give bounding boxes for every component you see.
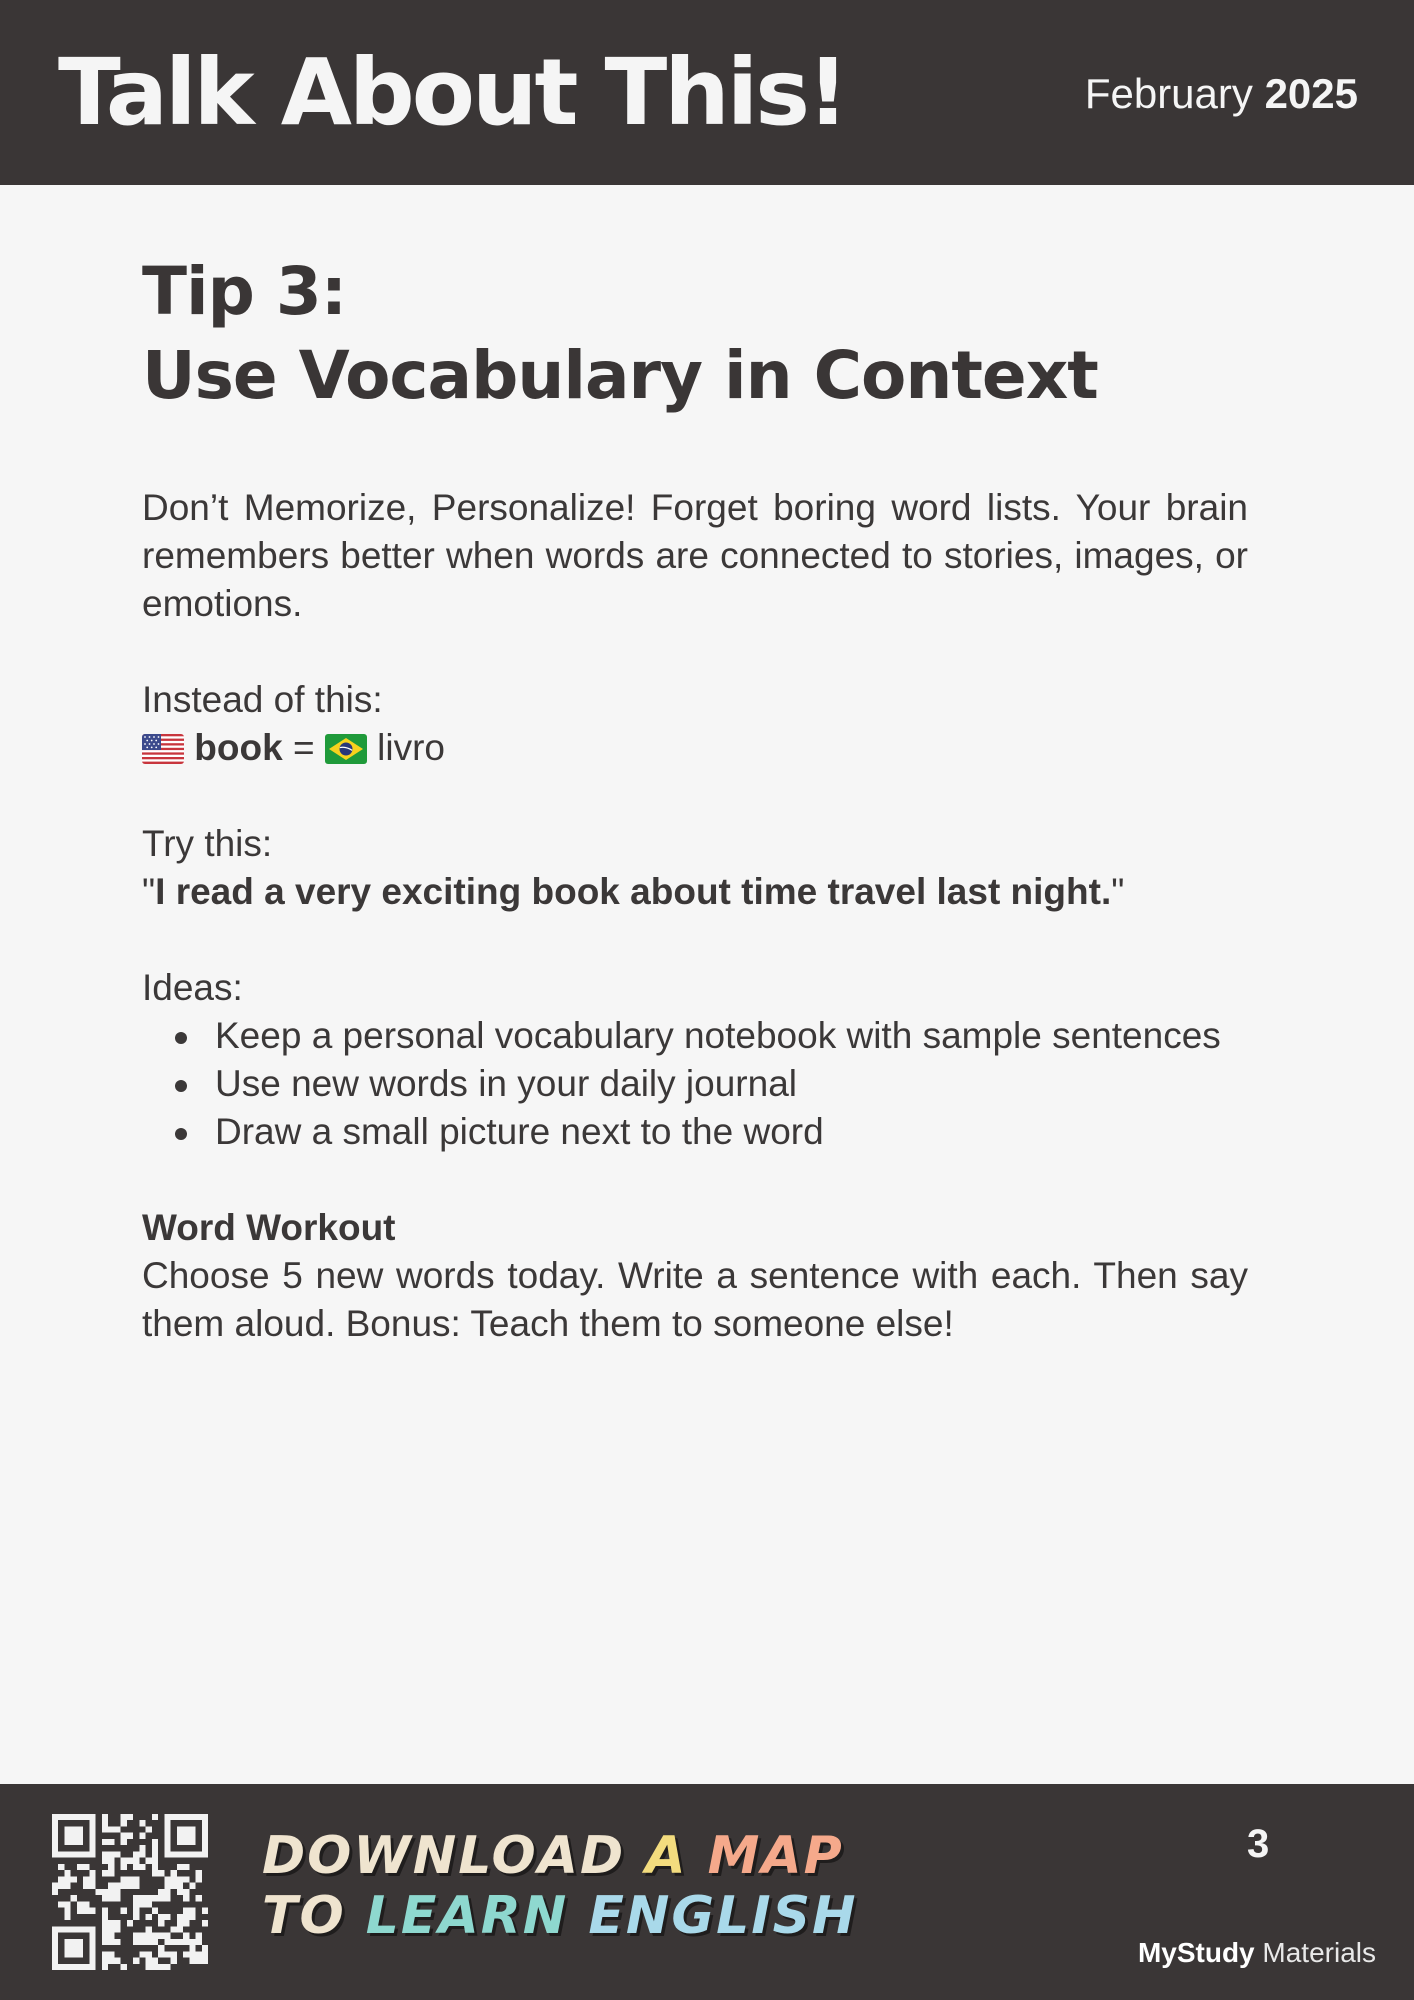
translated-word: livro	[377, 727, 445, 768]
promo-word: DOWNLOAD	[262, 1826, 626, 1886]
publisher-suffix: Materials	[1262, 1937, 1376, 1968]
newsletter-title: Talk About This!	[58, 39, 846, 146]
page-number: 3	[1247, 1822, 1270, 1866]
workout-section	[142, 1204, 1248, 1348]
equals-sign: =	[292, 727, 315, 768]
tip-number: Tip 3:	[142, 253, 347, 330]
ideas-section	[142, 964, 1248, 1156]
ideas-label: Ideas:	[142, 967, 243, 1008]
issue-year: 2025	[1264, 70, 1358, 117]
word-translation	[142, 724, 1248, 772]
us-flag-icon	[142, 734, 184, 764]
workout-text: Choose 5 new words today. Write a sentence with each. Then say them aloud. Bonus: Teach them to someone else!	[142, 1255, 1248, 1344]
quote-open: "	[142, 871, 156, 912]
brazil-flag-icon	[325, 734, 367, 764]
intro-paragraph: Don’t Memorize, Personalize! Forget boring word lists. Your brain remembers better when words are connected to stories, images, or emotions.	[142, 487, 1248, 624]
promo-word: A	[645, 1826, 688, 1886]
example-sentence	[142, 868, 1248, 916]
promo-word: TO	[262, 1886, 346, 1946]
promo-word: LEARN	[365, 1886, 569, 1946]
workout-title: Word Workout	[142, 1207, 396, 1248]
header-band	[0, 0, 1414, 185]
idea-item: Use new words in your daily journal	[215, 1060, 1248, 1108]
promo-line-1	[262, 1826, 858, 1886]
publisher-name: MyStudy	[1137, 1937, 1255, 1968]
instead-section	[142, 676, 1248, 772]
instead-label: Instead of this:	[142, 679, 383, 720]
promo-line-2	[262, 1886, 858, 1946]
idea-item: Keep a personal vocabulary notebook with sample sentences	[215, 1012, 1248, 1060]
article-content	[142, 250, 1248, 1348]
ideas-list	[142, 1012, 1248, 1156]
publisher-credit	[1138, 1936, 1376, 1970]
issue-date	[1085, 66, 1358, 122]
idea-item: Draw a small picture next to the word	[215, 1108, 1248, 1156]
issue-month: February	[1084, 70, 1253, 117]
promo-word: MAP	[707, 1826, 844, 1886]
try-label: Try this:	[142, 823, 273, 864]
example-sentence-text: I read a very exciting book about time travel last night.	[155, 871, 1112, 912]
promo-word: ENGLISH	[588, 1886, 858, 1946]
try-section	[142, 820, 1248, 916]
quote-close: "	[1111, 871, 1125, 912]
download-map-promo[interactable]	[262, 1826, 858, 1946]
english-word: book	[194, 727, 283, 768]
footer-band	[0, 1784, 1414, 2000]
qr-code-icon[interactable]	[52, 1814, 208, 1970]
tip-heading	[142, 250, 1248, 418]
tip-title: Use Vocabulary in Context	[142, 337, 1098, 414]
